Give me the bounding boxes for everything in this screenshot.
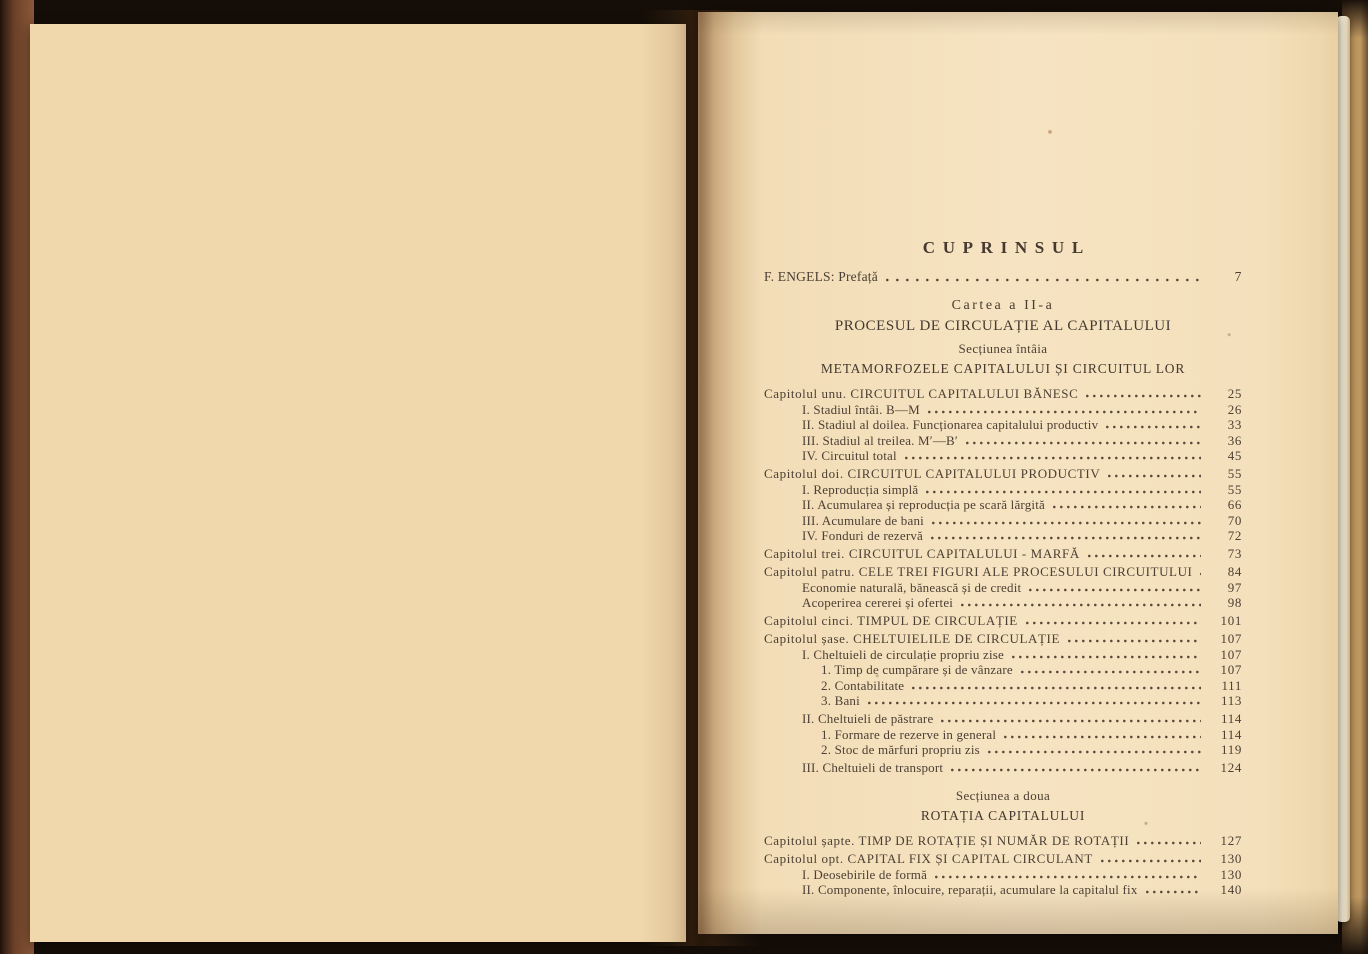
toc-entry: [764, 387, 1242, 400]
dot-leader: [1101, 859, 1201, 863]
toc-entry-label: IV. Circuitul total: [802, 448, 897, 463]
toc-entry-label: 3. Bani: [821, 693, 860, 708]
toc-entry-label: Acoperirea cererei și ofertei: [802, 595, 954, 610]
toc-entry-label: 2. Stoc de mărfuri propriu zis: [821, 742, 980, 757]
dot-leader: [961, 603, 1201, 607]
page-number: 107: [1220, 662, 1242, 677]
section1-kicker: Secțiunea întâia: [958, 341, 1048, 356]
book-cover-left-edge: [0, 0, 34, 954]
section1-title: METAMORFOZELE CAPITALULUI ȘI CIRCUITUL LOR: [820, 361, 1186, 376]
toc-entry-label: I. Cheltuieli de circulație propriu zise: [802, 646, 1005, 662]
dot-leader: [868, 701, 1201, 705]
dot-leader: [988, 750, 1201, 754]
dot-leader: [1026, 621, 1201, 625]
toc-entry: [764, 852, 1242, 865]
dot-leader: [926, 490, 1201, 494]
toc-entry-label: III. Acumulare de bani: [802, 512, 924, 528]
dot-leader: [931, 536, 1201, 540]
page-number: 55: [1227, 466, 1242, 481]
toc-entry: [764, 547, 1242, 560]
toc-entry-label: I. Stadiul întâi. B—M: [802, 401, 920, 417]
preface-label: F. ENGELS: Prefață: [764, 269, 878, 284]
toc-list-2: [764, 834, 1242, 896]
toc-entry: [764, 712, 1242, 725]
page-number: 26: [1227, 401, 1242, 417]
page-number: 130: [1220, 866, 1242, 882]
toc-content: [764, 12, 1242, 899]
toc-entry-label: III. Stadiul al treilea. M′—B′: [802, 432, 958, 448]
toc-list-1: [764, 387, 1242, 774]
dot-leader: [1004, 735, 1201, 739]
dot-leader: [1137, 841, 1201, 845]
dot-leader: [1021, 670, 1201, 674]
page-number: 130: [1220, 851, 1242, 866]
part-kicker: Cartea a II-a: [951, 298, 1055, 313]
page-number: 127: [1220, 833, 1242, 848]
dot-leader: [1068, 639, 1201, 643]
toc-entry-label: II. Componente, înlocuire, reparații, acumulare la capitalul fix: [802, 882, 1138, 897]
page-number: 55: [1227, 481, 1242, 497]
toc-entry-label: 1. Formare de rezerve in general: [821, 726, 997, 742]
toc-entry-label: Capitolul patru. CELE TREI FIGURI ALE PROCESULUI CIRCUITULUI: [764, 564, 1193, 579]
dot-leader: [1200, 572, 1201, 576]
page-number: 36: [1227, 432, 1242, 448]
part-title: PROCESUL DE CIRCULAȚIE AL CAPITALULUI: [834, 318, 1172, 334]
page-number: 73: [1227, 546, 1242, 561]
dot-leader: [1029, 588, 1201, 592]
page-number: 84: [1227, 564, 1242, 579]
dot-leader: [1086, 394, 1201, 398]
toc-entry: [764, 632, 1242, 645]
page-number: 107: [1220, 646, 1242, 662]
page-number: 98: [1227, 595, 1242, 610]
toc-entry: [764, 596, 1242, 609]
page-number: 114: [1221, 711, 1242, 726]
page-number: 101: [1220, 613, 1242, 628]
dot-leader: [951, 768, 1201, 772]
dot-leader: [912, 686, 1201, 690]
toc-entry: [764, 694, 1242, 707]
dot-leader: [1108, 474, 1201, 478]
toc-entry: [764, 498, 1242, 511]
page-number: 97: [1227, 579, 1242, 595]
page-stack-edge: [1336, 16, 1350, 922]
toc-entry: [764, 728, 1242, 741]
page-number: 72: [1227, 528, 1242, 543]
toc-entry-label: Capitolul cinci. TIMPUL DE CIRCULAȚIE: [764, 613, 1018, 628]
page-number: 45: [1227, 448, 1242, 463]
dot-leader: [1146, 890, 1201, 894]
dot-leader: [1106, 425, 1201, 429]
dot-leader: [928, 410, 1201, 414]
toc-entry: [764, 679, 1242, 692]
toc-entry-label: I. Reproducția simplă: [802, 481, 919, 497]
page-number: 119: [1221, 742, 1242, 757]
dot-leader: [932, 521, 1201, 525]
toc-entry: [764, 434, 1242, 447]
dot-leader: [935, 875, 1201, 879]
page-number: 124: [1220, 760, 1242, 775]
page-number: 114: [1221, 726, 1242, 742]
toc-entry: [764, 483, 1242, 496]
toc-entry: [764, 663, 1242, 676]
toc-entry: [764, 418, 1242, 431]
toc-entry-label: 2. Contabilitate: [821, 677, 905, 693]
dot-leader: [905, 456, 1201, 460]
right-page: [698, 12, 1338, 934]
toc-entry-label: I. Deosebirile de formă: [802, 866, 928, 882]
section2-title: ROTAȚIA CAPITALULUI: [920, 808, 1086, 823]
toc-entry: [764, 648, 1242, 661]
toc-entry: [764, 868, 1242, 881]
toc-entry: [764, 514, 1242, 527]
toc-entry: [764, 883, 1242, 896]
page-number: 33: [1227, 417, 1242, 432]
toc-entry-label: Capitolul unu. CIRCUITUL CAPITALULUI BĂNESC: [764, 386, 1079, 401]
toc-entry: [764, 614, 1242, 627]
toc-entry: [764, 581, 1242, 594]
toc-entry-label: Capitolul opt. CAPITAL FIX ȘI CAPITAL CIRCULANT: [764, 851, 1093, 866]
toc-entry: [764, 449, 1242, 462]
page-number: 66: [1227, 497, 1242, 512]
toc-entry-label: Economie naturală, bănească și de credit: [802, 579, 1022, 595]
dot-leader: [1012, 655, 1201, 659]
toc-entry: [764, 834, 1242, 847]
page-number: 107: [1220, 631, 1242, 646]
contents-title: CUPRINSUL: [922, 238, 1091, 257]
page-number: 113: [1221, 693, 1242, 708]
toc-entry-label: II. Acumularea și reproducția pe scară lărgită: [802, 497, 1045, 512]
section2-kicker: Secțiunea a doua: [955, 788, 1051, 803]
page-number: 140: [1220, 882, 1242, 897]
preface-row: [764, 270, 1242, 284]
page-number: 70: [1227, 512, 1242, 528]
toc-entry: [764, 743, 1242, 756]
page-number: 25: [1227, 386, 1242, 401]
toc-entry-label: IV. Fonduri de rezervă: [802, 528, 924, 543]
dot-leader: [886, 278, 1201, 282]
toc-entry-label: II. Cheltuieli de păstrare: [802, 711, 934, 726]
toc-entry-label: Capitolul șase. CHELTUIELILE DE CIRCULAȚIE: [764, 631, 1060, 646]
dot-leader: [966, 441, 1201, 445]
left-page-blank: [30, 24, 686, 942]
dot-leader: [1053, 505, 1201, 509]
toc-entry: [764, 565, 1242, 578]
toc-entry-label: Capitolul trei. CIRCUITUL CAPITALULUI - MARFĂ: [764, 546, 1080, 561]
toc-entry-label: III. Cheltuieli de transport: [802, 760, 944, 775]
toc-entry: [764, 761, 1242, 774]
toc-entry-label: 1. Timp de cumpărare și de vânzare: [821, 662, 1013, 677]
toc-entry-label: II. Stadiul al doilea. Funcționarea capitalului productiv: [802, 417, 1099, 432]
page-number: 111: [1221, 677, 1242, 693]
dot-leader: [1088, 554, 1201, 558]
toc-entry-label: Capitolul doi. CIRCUITUL CAPITALULUI PRODUCTIV: [764, 466, 1101, 481]
toc-entry: [764, 529, 1242, 542]
toc-entry: [764, 467, 1242, 480]
page-number: 7: [1234, 269, 1242, 284]
toc-entry-label: Capitolul șapte. TIMP DE ROTAȚIE ȘI NUMĂR DE ROTAȚII: [764, 833, 1130, 848]
dot-leader: [941, 719, 1201, 723]
toc-entry: [764, 403, 1242, 416]
